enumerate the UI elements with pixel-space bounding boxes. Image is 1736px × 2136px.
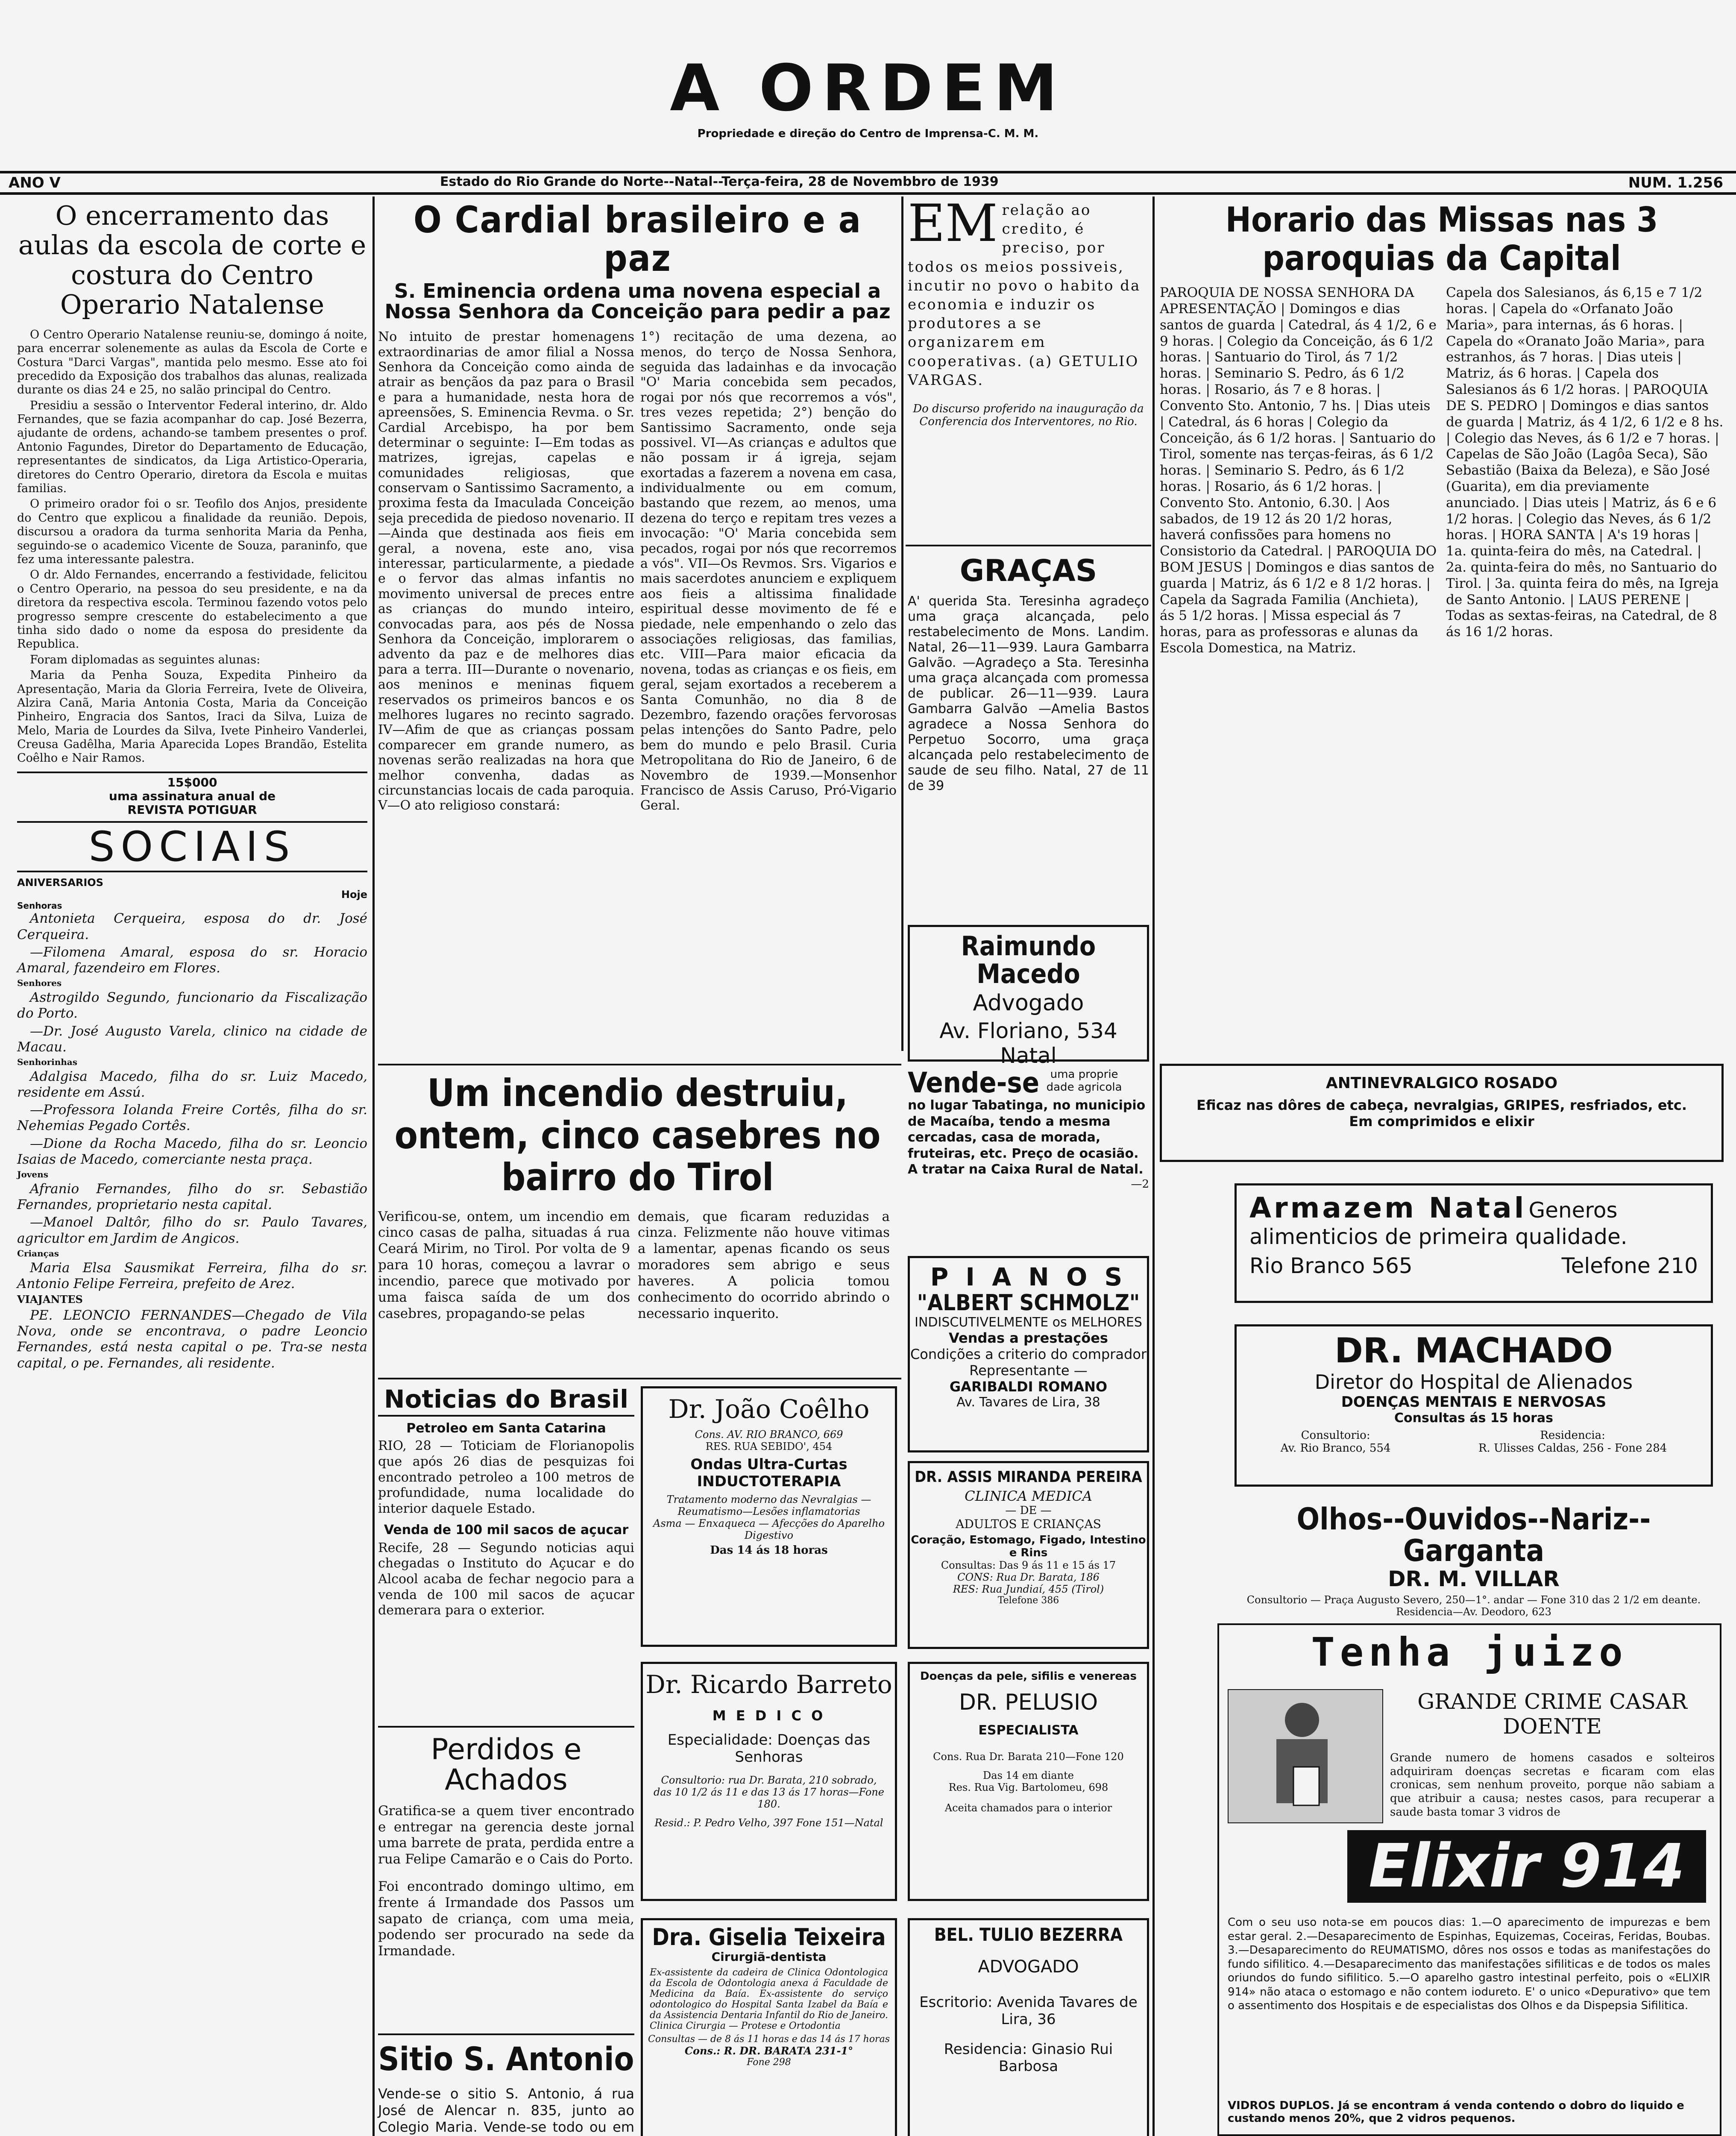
ad-name: BEL. TULIO BEZERRA (934, 1924, 1123, 1945)
ad-line: Consultorio: rua Dr. Barata, 210 sobrado, das 10 1/2 ás 11 e das 13 ás 17 horas—Fone 180. (654, 1774, 884, 1810)
divider (906, 545, 1151, 546)
article-noticias (378, 1386, 634, 1719)
ad-vende-se-propriedade (908, 1068, 1149, 1235)
sociais-item: Senhorinhas (17, 1056, 78, 1067)
ad-line: Cirurgiã-dentista (711, 1949, 827, 1964)
ad-line: Av. Rio Branco, 554 (1280, 1442, 1391, 1455)
sociais-list (17, 911, 367, 1371)
article-perdidos (378, 1734, 634, 2033)
drop-cap: EM (908, 194, 998, 253)
paragraph: Foram diplomadas as seguintes alunas: (30, 653, 261, 666)
sociais-item: —Dr. José Augusto Varela, clinico na cidade de Macau. (17, 1023, 367, 1055)
vargas-note: Do discurso proferido na inauguração da Conferencia dos Interventores, no Rio. (913, 402, 1144, 428)
sociais-item: Senhores (17, 978, 62, 989)
noticias-text: RIO, 28 — Toticiam de Florianopolis que após 26 dias de pesquizas foi encontrado petroleo a 100 metros de profundidade, numa localidade do interior daquele Estado. (378, 1438, 634, 1516)
ad-line: Tratamento moderno das Nevralgias — Reumatismo—Lesões inflamatorias (666, 1493, 871, 1517)
ad-line: Resid.: P. Pedro Velho, 397 Fone 151—Natal (654, 1817, 883, 1829)
ad-elixir-side (1390, 1689, 1715, 1819)
paragraph: O dr. Aldo Fernandes, encerrando a festividade, felicitou o Centro Operario, na pessoa do seu presidente, e na da diretora da respectiva escola. Terminou fazendo votos pelo progresso sempre crescente do estabelecimento a que tinha sido dado o nome da esposa do presidente da Republica. (17, 568, 367, 651)
ad-vende-side: uma proprie dade agricola (1046, 1068, 1122, 1094)
perdidos-title: Perdidos e Achados (431, 1733, 582, 1797)
headline-incendio: Um incendio destruiu, ontem, cinco casebres no bairro do Tirol (394, 1071, 881, 1200)
ad-assis-pereira (908, 1461, 1149, 1649)
ad-title: ANTINEVRALGICO ROSADO (1325, 1074, 1558, 1092)
dateline-date: Estado do Rio Grande do Norte--Natal--Terça-feira, 28 de Novembbro de 1939 (440, 174, 999, 189)
column-left (17, 201, 367, 2136)
senhoras-label: Senhoras (17, 901, 62, 911)
ad-line: INDUCTOTERAPIA (697, 1473, 841, 1490)
missas-right: Capela dos Salesianos, ás 6,15 e 7 1/2 horas. | Capela do «Orfanato João Maria», para internas, ás 6 horas. | Capela do «Oranato João Maria», para estranhos, ás 7 horas. | Dias uteis | Matriz, ás 6 horas. | Capela dos Salesianos ás 6 1/2 horas. | PAROQUIA DE S. PEDRO | Domingos e dias santos de guarda | Matriz, ás 4 1/2, 6 1/2 e 8 hs. | Colegio das Neves, ás 6 1/2 e 7 horas. | Capelas de São João (Lagôa Seca), São Sebastião (Baixa da Beleza), e São José (Guarita), em dia previamente anunciado. | Dias uteis | Matriz, ás 6 e 6 1/2 horas. | Colegio das Neves, ás 6 1/2 horas. | HORA SANTA | A's 19 horas | 1a. quinta-feira do mês, na Catedral. | 2a. quinta-feira do mês, no Santuario do Tirol. | 3a. quinta feira do mês, na Igreja de Santo Antonio. | LAUS PERENE | Todas as sextas-feiras, na Catedral, de 8 ás 16 1/2 horas. (1446, 285, 1724, 640)
cardial-columns (378, 329, 897, 813)
sociais-item: Crianças (17, 1248, 59, 1259)
aniversarios-label: ANIVERSARIOS (17, 877, 103, 889)
sociais-item: VIAJANTES (17, 1293, 83, 1306)
paragraph: Maria da Penha Souza, Expedita Pinheiro da Apresentação, Maria da Gloria Ferreira, Ivete de Oliveira, Alzira Canã, Maria Antonia Costa, Maria da Conceição Pinheiro, Engracia dos Santos, Iraci da Silva, Luiza de Melo, Maria de Lourdes da Silva, Ivete Pinheiro Vanderlei, Creusa Gadêlha, Maria Aparecida Lopes Brandão, Estelita Coêlho e Nair Ramos. (17, 669, 367, 765)
ad-name: DR. PELUSIO (959, 1690, 1098, 1715)
ad-line: ADULTOS E CRIANÇAS (956, 1517, 1101, 1531)
ad-address: Av. Floriano, 534 (939, 1018, 1117, 1044)
ad-pelusio (908, 1662, 1149, 1901)
sociais-item: PE. LEONCIO FERNANDES—Chegado de Vila Nova, onde se encontrava, o padre Leoncio Fernandes, está nesta capital o pe. Tra-se nesta capital, o pe. Fernandes, ali residente. (17, 1307, 367, 1371)
noticias-text: Recife, 28 — Segundo noticias aqui chegadas o Instituto do Açucar e do Alcool acaba de fechar negocio para a venda de 100 mil sacos de açucar demerara para o exterior. (378, 1540, 634, 1618)
ad-line: VIDROS DUPLOS. Já se encontram á venda contendo o dobro do liquido e custando menos 20%, que 2 vidros pequenos. (1228, 2099, 1684, 2125)
ad-line: Cons. AV. RIO BRANCO, 669 (695, 1429, 843, 1441)
ad-line: CONS: Rua Dr. Barata, 186 (957, 1571, 1100, 1583)
paragraph: Presidiu a sessão o Interventor Federal interino, dr. Aldo Fernandes, que se fazia acompanhar do cap. José Bezerra, ajudante de ordens, achando-se tambem presentes o prof. Antonio Fagundes, Diretor do Departamento de Educação, representantes de sindicatos, da Liga Artistico-Operaria, diretores do Centro Operario, diretora da Escola e muitas familias. (17, 399, 367, 496)
ad-raimundo-macedo (908, 925, 1149, 1068)
ad-joao-coelho (641, 1386, 897, 1647)
sociais-item: Astrogildo Segundo, funcionario da Fiscalização do Porto. (17, 990, 367, 1021)
sociais-item: —Filomena Amaral, esposa do sr. Horacio Amaral, fazendeiro em Flores. (17, 944, 367, 976)
promo-line: uma assinatura anual de (108, 789, 276, 804)
ad-text: Grande numero de homens casados e solteiros adquiriram doenças secretas e ficaram com elas cronicas, sem nenhum proveito, porque não sabiam a que atribuir a causa; nestes casos, para recuperar a saude basta tomar 3 vidros de (1390, 1752, 1715, 1819)
ad-pianos-line: GARIBALDI ROMANO (949, 1378, 1108, 1395)
ad-footer (1249, 1253, 1698, 1278)
ad-role: Advogado (973, 990, 1084, 1016)
ad-line: GRANDE CRIME CASAR (1417, 1689, 1687, 1714)
sitio-text: Vende-se o sitio S. Antonio, á rua José de Alencar n. 835, junto ao Colegio Maria. Vende-se todo ou em (378, 2085, 634, 2135)
incendio-columns (378, 1209, 897, 1322)
ad-line: Consultas — de 8 ás 11 horas e das 14 ás 17 horas (648, 2033, 890, 2045)
ad-name: Dr. Ricardo Barreto (645, 1670, 892, 1699)
ad-dr-villar (1235, 1502, 1713, 1618)
ad-phone: Telefone 210 (1561, 1253, 1698, 1278)
divider (378, 1726, 634, 1728)
noticias-subhead: Petroleo em Santa Catarina (406, 1420, 606, 1436)
ad-line: Especialidade: Doenças das Senhoras (667, 1731, 871, 1766)
gracas-text: A' querida Sta. Teresinha agradeço uma graça alcançada, pelo restabelecimento de Mons. Landim. Natal, 26—11—939. Laura Gambarra Galvão. —Agradeço a Sta. Teresinha uma graça alcançada com promessa de publicar. 26—11—939. Laura Gambarra Galvão —Amelia Bastos agradece a Nossa Senhora do Perpetuo Socorro, uma graça alcançada pelo restabelecimento de saude de seu filho. Natal, 27 de 11 de 39 (908, 593, 1149, 793)
ad-tulio-bezerra (908, 1918, 1149, 2136)
ad-line: Generos alimenticios de primeira qualidade. (1249, 1198, 1628, 1249)
sociais-item: —Professora Iolanda Freire Cortês, filha do sr. Nehemias Pegado Cortês. (17, 1102, 367, 1134)
ad-line: — DE — (1005, 1504, 1052, 1517)
ad-pianos-line: INDISCUTIVELMENTE os MELHORES (915, 1314, 1142, 1330)
ad-pianos-line: Vendas a prestações (949, 1329, 1108, 1346)
masthead (0, 51, 1736, 140)
ad-pianos-line: Representante — (969, 1362, 1088, 1379)
ad-line: Diretor do Hospital de Alienados (1314, 1370, 1633, 1394)
ad-line: DOENTE (1503, 1714, 1602, 1739)
vargas-text: relação ao credito, é preciso, por todos os meios possiveis, incutir no povo o habito da economia e induzir os produtores a se organizarem em cooperativas. (a) GETULIO VARGAS. (908, 202, 1141, 389)
ad-address: Rio Branco 565 (1249, 1253, 1413, 1278)
ad-vende-text: no lugar Tabatinga, no municipio de Macaíba, tendo a mesma cercadas, casa de morada, fruteiras, etc. Preço de ocasião. A tratar na Caixa Rural de Natal. (908, 1098, 1146, 1177)
sociais-item: Adalgisa Macedo, filha do sr. Luiz Macedo, residente em Assú. (17, 1068, 367, 1100)
ad-line: Eficaz nas dôres de cabeça, nevralgias, GRIPES, resfriados, etc. (1196, 1097, 1687, 1113)
ad-line: DOENÇAS MENTAIS E NERVOSAS (1341, 1394, 1607, 1411)
ad-elixir-914 (1217, 1623, 1721, 2136)
cardial-text-a: No intuito de prestar homenagens extraordinarias de amor filial a Nossa Senhora da Conceição como ainda de atrair as bençãos da paz para o Brasil e para a humanidade, nesta hora de apreensões, S. Eminencia Revma. o Sr. Cardial Arcebispo, ha por bem determinar o seguinte: I—Em todas as matrizes, igrejas, capelas e comunidades religiosas, que conservam o Santissimo Sacramento, a proxima festa da Imaculada Conceição seja precedida de piedoso novenario. II—Ainda que destinada aos fieis em geral, a novena, este ano, visa interessar, particularmente, a piedade e o fervor das almas infantis no movimento universal de preces entre as crianças do mundo inteiro, convocadas para, aos pés de Nossa Senhora da Conceição, implorarem o advento da paz e de melhores dias para a terra. III—Durante o novenario, aos meninos e meninas fiquem reservados os primeiros bancos e os melhores lugares no recinto sagrado. IV—Afim de que as crianças possam comparecer em grande numero, as novenas serão realizadas na hora que melhor convenha, dadas as circunstancias locais de cada paroquia. V—O ato religioso constará: (378, 329, 634, 813)
noticias-title: Noticias do Brasil (378, 1386, 634, 1417)
headline-cardial: O Cardial brasileiro e a paz (413, 199, 862, 280)
column-rule (901, 197, 903, 1051)
missas-columns (1160, 285, 1724, 657)
ad-line: Consultorio: (1301, 1429, 1370, 1442)
elixir-brand-logo: Elixir 914 (1347, 1830, 1706, 1903)
gracas-title: GRAÇAS (959, 553, 1097, 588)
sociais-item: Maria Elsa Sausmikat Ferreira, filha do sr. Antonio Felipe Ferreira, prefeito de Arez. (17, 1260, 367, 1291)
ad-line: Doenças da pele, sifilis e venereas (920, 1670, 1137, 1683)
quote-vargas (908, 194, 1149, 543)
divider (378, 1378, 901, 1379)
perdidos-text: Gratifica-se a quem tiver encontrado e entregar na gerencia deste jornal uma barrete de prata, perdida entre a rua Felipe Camarão e o Cais do Porto. (378, 1803, 634, 1867)
headline-centro-operario: O encerramento das aulas da escola de corte e costura do Centro Operario Natalense (18, 200, 367, 320)
ad-title: Olhos--Ouvidos--Nariz--Garganta (1296, 1502, 1651, 1568)
ad-line: Residencia: Ginasio Rui Barbosa (944, 2041, 1113, 2075)
divider (378, 2033, 634, 2035)
article-cardial (378, 201, 897, 1059)
ad-title: DR. MACHADO (1334, 1331, 1613, 1370)
column-rule (1152, 197, 1155, 2136)
ad-line: Res. Rua Vig. Bartolomeu, 698 (948, 1781, 1108, 1793)
sociais-title: SOCIAIS (17, 821, 367, 872)
divider (378, 1064, 901, 1065)
perdidos-text: Foi encontrado domingo ultimo, em frente á Irmandade dos Passos um sapato de criança, com uma meia, podendo ser procurado na sede da Irmandade. (378, 1879, 634, 1959)
incendio-text-b: demais, que ficaram reduzidas a cinza. Felizmente não houve vitimas a lamentar, apenas ficando os seus moradores sem abrigo e seus haveres. A policia tomou conhecimento do ocorrido abrindo o necessario inquerito. (638, 1209, 890, 1321)
article-missas (1160, 201, 1724, 1055)
ad-line: Residencia: (1540, 1429, 1605, 1442)
promo-name: REVISTA POTIGUAR (127, 803, 257, 817)
promo-price: 15$000 (167, 775, 217, 789)
ad-line: Cons. Rua Dr. Barata 210—Fone 120 (933, 1751, 1124, 1763)
ad-line: Ondas Ultra-Curtas (690, 1456, 847, 1473)
ad-title: Armazem Natal (1249, 1191, 1527, 1224)
ad-line: Telefone 386 (997, 1595, 1059, 1606)
newspaper-subtitle: Propriedade e direção do Centro de Imprensa-C. M. M. (697, 127, 1039, 140)
ad-line: Fone 298 (747, 2057, 791, 2068)
illustration-figure (1228, 1689, 1383, 1823)
ad-armazem-natal (1235, 1183, 1713, 1303)
ad-name: Dra. Giselia Teixeira (652, 1924, 886, 1951)
ad-name: Dr. João Coêlho (668, 1394, 870, 1424)
sitio-title: Sitio S. Antonio (378, 2040, 634, 2078)
paragraph: O primeiro orador foi o sr. Teofilo dos Anjos, presidente do Centro que explicou a finalidade da reunião. Depois, discursou a oradora da turma senhorita Maria da Penha, seguindo-se o academico Vicente de Souza, paraninfo, que fez uma interessante palestra. (17, 497, 367, 566)
ad-addresses (1237, 1429, 1711, 1455)
ad-pianos-line: Av. Tavares de Lira, 38 (956, 1394, 1100, 1410)
ad-line: Aceita chamados para o interior (944, 1802, 1112, 1814)
ad-line: RES. RUA SEBIDO', 454 (705, 1441, 833, 1452)
ad-antinevralgico (1160, 1064, 1724, 1162)
article-centro-operario (17, 328, 367, 766)
subheadline-cardial: S. Eminencia ordena uma novena especial a Nossa Senhora da Conceição para pedir a paz (384, 279, 891, 323)
ad-pianos (908, 1256, 1149, 1452)
noticias-subhead: Venda de 100 mil sacos de açucar (384, 1523, 629, 1538)
dateline (0, 171, 1736, 195)
ad-pianos-title: P I A N O S (930, 1262, 1127, 1291)
article-incendio (378, 1072, 897, 1371)
ad-line: Consultas ás 15 horas (1394, 1411, 1553, 1426)
ad-name: DR. ASSIS MIRANDA PEREIRA (915, 1468, 1142, 1486)
article-sitio (378, 2042, 634, 2136)
ad-giselia-teixeira (641, 1918, 897, 2136)
ad-title: Tenha juizo (1311, 1629, 1628, 1675)
man-illustration-icon (1229, 1690, 1381, 1821)
ad-line: Coração, Estomago, Figado, Intestino e Rins (911, 1533, 1146, 1559)
sociais-item: Afranio Fernandes, filho do sr. Sebastião Fernandes, proprietario nesta capital. (17, 1181, 367, 1213)
ad-city: Natal (1000, 1043, 1057, 1068)
newspaper-title: A ORDEM (670, 51, 1066, 126)
sociais-item: Antonieta Cerqueira, esposa do dr. José Cerqueira. (17, 911, 367, 942)
ad-line: Em comprimidos e elixir (1349, 1113, 1534, 1130)
sociais-item: Jovens (17, 1169, 48, 1180)
ad-text: Com o seu uso nota-se em poucos dias: 1.—O aparecimento de impurezas e bem estar geral. 2.—Desaparecimento de Espinhas, Equizemas, Coceiras, Feridas, Boubas. 3.—Desaparecimento do REUMATISMO, dôres nos ossos e todas as manifestações do fundo sifilitico. 4.—Desaparecimento das manifestações sifiliticas e de todos os males oriundos do fundo sifilitico. 5.—O aparelho gastro intestinal perfeito, pois o «ELIXIR 914» não ataca o estomago e não contem iodureto. E' o unico «Depurativo» que tem o assentimento dos Hospitais e de especialistas dos Olhos e da Dispepsia Sifilitica. (1228, 1916, 1710, 2012)
ad-vende-num: —2 (1131, 1177, 1149, 1191)
ad-ricardo-barreto (641, 1662, 897, 1901)
ad-pianos-line: Condições a criterio do comprador (910, 1346, 1147, 1362)
promo-revista (17, 772, 367, 817)
dateline-year: ANO V (9, 174, 61, 191)
ad-line: Asma — Enxaqueca — Afecções do Aparelho Digestivo (653, 1517, 885, 1541)
ad-line: M E D I C O (712, 1708, 826, 1724)
ad-line: Consultorio — Praça Augusto Severo, 250—1°. andar — Fone 310 das 2 1/2 em deante. Residencia—Av. Deodoro, 623 (1246, 1594, 1701, 1618)
cardial-text-b: 1°) recitação de uma dezena, ao menos, do terço de Nossa Senhora, seguida das ladainhas e da invocação "O' Maria concebida sem pecados, rogai por nós que recorremos a vós", tres vezes repetida; 2°) benção do Santissimo Sacramento, onde seja possivel. VI—As crianças e adultos que não possam ir á igreja, sejam exortadas a fazerem a novena em casa, individualmente ou em comum, bastando que rezem, ao menos, uma dezena do terço e repitam tres vezes a invocação: "O' Maria concebida sem pecados, rogai por nós que recorremos a vós". VII—Os Revmos. Srs. Vigarios e mais sacerdotes anunciem e expliquem aos fieis a altissima finalidade espiritual desse movimento de fé e piedade, nele empenhando o zelo das associações religiosas, das familias, etc. VIII—Para maior eficacia da novena, todas as crianças e os fieis, em geral, sejam exortados a receberem a Santa Comunhão, no dia 8 de Dezembro, fazendo orações fervorosas pelas intenções do Santo Padre, pelo bem do mundo e pelo Brasil. Curia Metropolitana do Rio de Janeiro, 6 de Novembro de 1939.—Monsenhor Francisco de Assis Caruso, Pró-Vigario Geral. (640, 329, 897, 813)
incendio-text-a: Verificou-se, ontem, um incendio em cinco casas de palha, situadas á rua Ceará Mirim, no Tirol. Por volta de 9 para 10 horas, começou a lavrar o incendio, parece que motivado por uma faisca saída de um dos casebres, propagando-se pelas (378, 1209, 630, 1321)
article-gracas (908, 555, 1149, 923)
ad-pianos-brand: "ALBERT SCHMOLZ" (917, 1290, 1140, 1316)
ad-line: Das 14 em diante (983, 1769, 1074, 1781)
ad-line: CLINICA MEDICA (965, 1488, 1092, 1504)
ad-line: Escritorio: Avenida Tavares de Lira, 36 (919, 1994, 1138, 2028)
ad-line: ESPECIALISTA (978, 1723, 1079, 1738)
missas-title: Horario das Missas nas 3 paroquias da Capital (1225, 200, 1658, 278)
ad-name: DR. M. VILLAR (1388, 1567, 1560, 1591)
paragraph: O Centro Operario Natalense reuniu-se, domingo á noite, para encerrar solenemente as aulas da Escola de Corte e Costura "Darci Vargas", mantida pelo mesmo. Esse ato foi precedido da Exposição dos trabalhos das alunas, realizada durante os dias 24 e 25, no salão principal do Centro. (17, 328, 367, 397)
hoje-label: Hoje (341, 889, 367, 901)
ad-line: Cons.: R. DR. BARATA 231-1° (684, 2044, 853, 2057)
ad-line: RES: Rua Jundiaí, 455 (Tirol) (953, 1583, 1104, 1595)
ad-text: Ex-assistente da cadeira de Clinica Odontologica da Escola de Odontologia anexa á Faculdade de Medicina da Baía. Ex-assistente do serviço odontologico do Hospital Santa Izabel da Baía e da Assistencia Dentaria Infantil do Rio de Janeiro. Clinica Cirurgia — Protese e Ortodontia (650, 1967, 888, 2031)
ad-dr-machado (1235, 1324, 1713, 1487)
missas-left: PAROQUIA DE NOSSA SENHORA DA APRESENTAÇÃO | Domingos e dias santos de guarda | Catedral, ás 4 1/2, 6 e 9 horas. | Colegio da Conceição, ás 6 1/2 horas. | Santuario do Tirol, ás 7 1/2 horas. | Seminario S. Pedro, ás 6 1/2 horas. | Rosario, ás 7 e 8 horas. | Convento Sto. Antonio, 7 hs. | Dias uteis | Catedral, ás 6 horas | Colegio da Conceição, ás 6 1/2 horas. | Santuario do Tirol, somente nas terças-feiras, ás 6 1/2 horas. | Seminario S. Pedro, ás 6 1/2 horas. | Rosario, ás 6 1/2 horas. | Convento Sto. Antonio, 6.30. | Aos sabados, de 19 12 ás 20 1/2 horas, haverá confissões para homens no Consistorio da Catedral. | PAROQUIA DO BOM JESUS | Domingos e dias santos de guarda | Matriz, ás 6 1/2 e 8 1/2 horas. | Capela da Sagrada Familia (Anchieta), ás 5 1/2 horas. | Missa especial ás 7 horas, para as professoras e alunas da Escola Domestica, na Matriz. (1160, 285, 1437, 656)
ad-line: ADVOGADO (978, 1957, 1079, 1977)
ad-name: Raimundo Macedo (961, 930, 1096, 990)
sociais-item: —Dione da Rocha Macedo, filha do sr. Leoncio Isaias de Macedo, comerciante nesta praça. (17, 1135, 367, 1167)
ad-line: Das 14 ás 18 horas (710, 1544, 828, 1557)
dateline-number: NUM. 1.256 (1628, 174, 1723, 191)
ad-vende-title: Vende-se (908, 1066, 1039, 1099)
ad-line: Consultas: Das 9 ás 11 e 15 ás 17 (941, 1559, 1116, 1571)
sociais-item: —Manoel Daltôr, filho do sr. Paulo Tavares, agricultor em Jardim de Angicos. (17, 1215, 367, 1246)
column-rule (372, 197, 375, 2136)
ad-line: R. Ulisses Caldas, 256 - Fone 284 (1478, 1442, 1667, 1455)
